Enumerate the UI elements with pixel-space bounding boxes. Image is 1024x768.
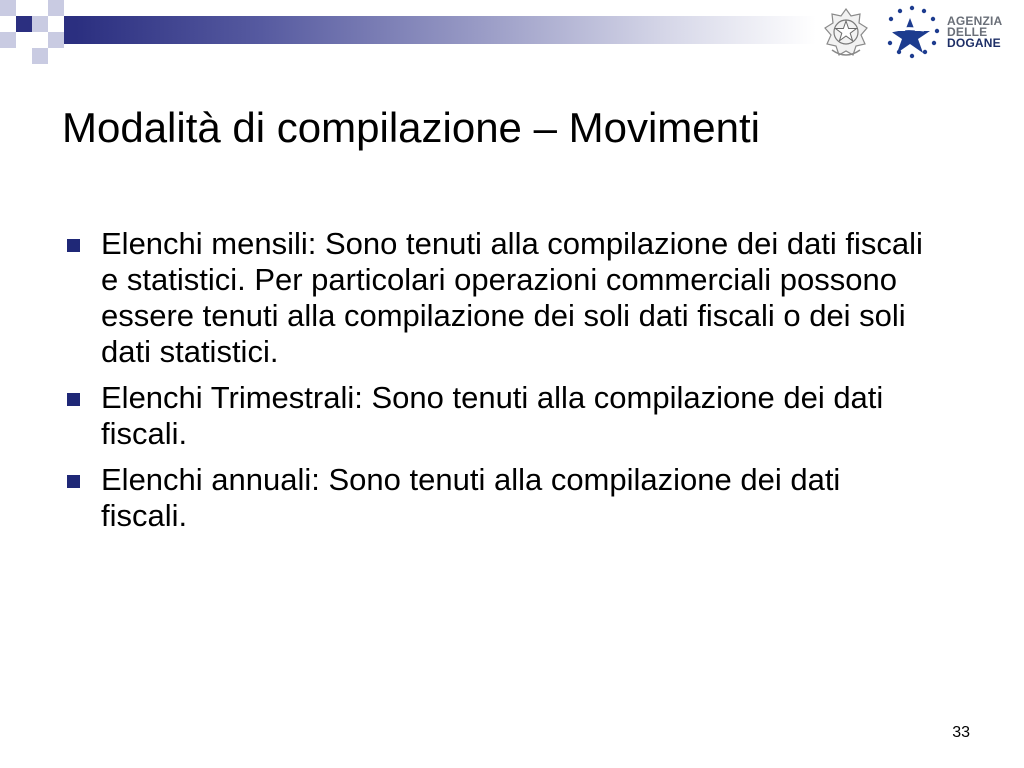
stars-circle-logo-icon [880,4,944,62]
square-bullet-icon [67,475,80,488]
decorative-squares [0,0,80,64]
italian-republic-emblem-icon [822,6,870,60]
logo-area [820,2,1020,64]
square-bullet-icon [67,393,80,406]
logo-line1: AGENZIA [947,14,1003,28]
logo-line3: DOGANE [947,36,1001,50]
agency-logo-text [947,16,1002,49]
page-number: 33 [952,724,970,741]
square-bullet-icon [67,239,80,252]
header-gradient-band [76,16,816,44]
bullet-list [62,226,932,544]
logo-line2: DELLE [947,25,988,39]
bullet-item [62,380,932,452]
bullet-item [62,226,932,370]
bullet-text: Elenchi annuali: Sono tenuti alla compilazione dei dati fiscali. [101,462,841,533]
bullet-item [62,462,932,534]
bullet-text: Elenchi Trimestrali: Sono tenuti alla compilazione dei dati fiscali. [101,380,884,451]
slide-title: Modalità di compilazione – Movimenti [62,104,760,151]
bullet-text: Elenchi mensili: Sono tenuti alla compilazione dei dati fiscali e statistici. Per particolari operazioni commerciali possono essere tenuti alla compilazione dei soli dati fiscali o dei soli dati statistici. [101,226,923,369]
